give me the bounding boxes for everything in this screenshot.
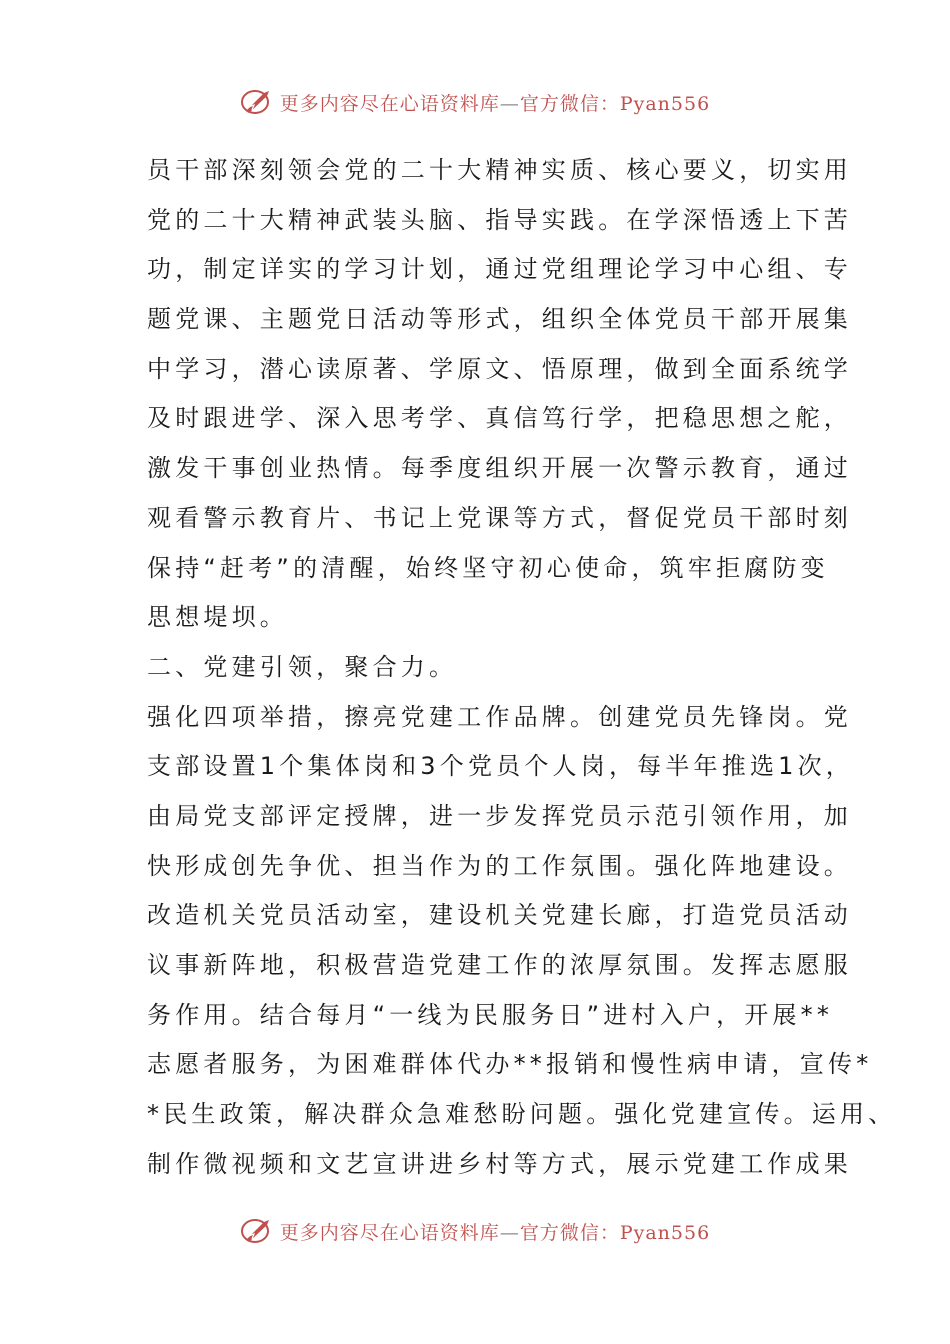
watermark-dash: — xyxy=(499,92,520,115)
body-line: 激发干事创业热情。每季度组织开展一次警示教育，通过 xyxy=(147,454,852,483)
watermark-footer xyxy=(0,1213,950,1249)
body-line: 志愿者服务，为困难群体代办**报销和慢性病申请，宣传* xyxy=(147,1050,873,1079)
watermark-wechat-id: Pyan556 xyxy=(619,1221,711,1244)
body-line: *民生政策，解决群众急难愁盼问题。强化党建宣传。运用、 xyxy=(147,1100,897,1129)
body-line: 思想堤坝。 xyxy=(147,603,288,632)
body-line: 观看警示教育片、书记上党课等方式，督促党员干部时刻 xyxy=(147,503,852,532)
quill-pen-logo-icon xyxy=(240,87,274,117)
body-line: 支部设置1个集体岗和3个党员个人岗，每半年推选1次， xyxy=(147,752,855,781)
body-line: 议事新阵地，积极营造党建工作的浓厚氛围。发挥志愿服 xyxy=(147,951,852,979)
watermark-official: 官方微信： xyxy=(519,92,620,115)
watermark-text xyxy=(280,89,710,116)
body-line: 改造机关党员活动室，建设机关党建长廊，打造党员活动 xyxy=(147,901,852,930)
body-line: 保持“赶考”的清醒，始终坚守初心使命，筑牢拒腐防变 xyxy=(147,553,829,582)
body-line: 题党课、主题党日活动等形式，组织全体党员干部开展集 xyxy=(147,305,852,334)
document-body xyxy=(147,146,897,1189)
quill-pen-logo-icon xyxy=(240,1216,274,1246)
body-line: 中学习，潜心读原著、学原文、悟原理，做到全面系统学 xyxy=(147,354,852,383)
watermark-dash: — xyxy=(499,1221,520,1244)
body-line: 员干部深刻领会党的二十大精神实质、核心要义，切实用 xyxy=(147,156,852,184)
watermark-wechat-id: Pyan556 xyxy=(619,92,711,115)
body-line: 强化四项举措，擦亮党建工作品牌。创建党员先锋岗。党 xyxy=(147,702,852,731)
body-line: 功，制定详实的学习计划，通过党组理论学习中心组、专 xyxy=(147,255,852,284)
body-line: 制作微视频和文艺宣讲进乡村等方式，展示党建工作成果 xyxy=(147,1149,852,1178)
watermark-header xyxy=(0,84,950,120)
watermark-brand: 更多内容尽在心语资料库 xyxy=(279,92,500,115)
body-line: 务作用。结合每月“一线为民服务日”进村入户，开展** xyxy=(147,1000,834,1029)
body-line: 及时跟进学、深入思考学、真信笃行学，把稳思想之舵， xyxy=(147,404,852,433)
watermark-text xyxy=(280,1218,710,1245)
watermark-official: 官方微信： xyxy=(519,1221,620,1244)
body-line: 由局党支部评定授牌，进一步发挥党员示范引领作用，加 xyxy=(147,801,852,830)
watermark-brand: 更多内容尽在心语资料库 xyxy=(279,1221,500,1244)
section-heading: 二、党建引领，聚合力。 xyxy=(147,652,458,681)
body-line: 快形成创先争优、担当作为的工作氛围。强化阵地建设。 xyxy=(147,851,852,880)
body-line: 党的二十大精神武装头脑、指导实践。在学深悟透上下苦 xyxy=(147,205,852,234)
